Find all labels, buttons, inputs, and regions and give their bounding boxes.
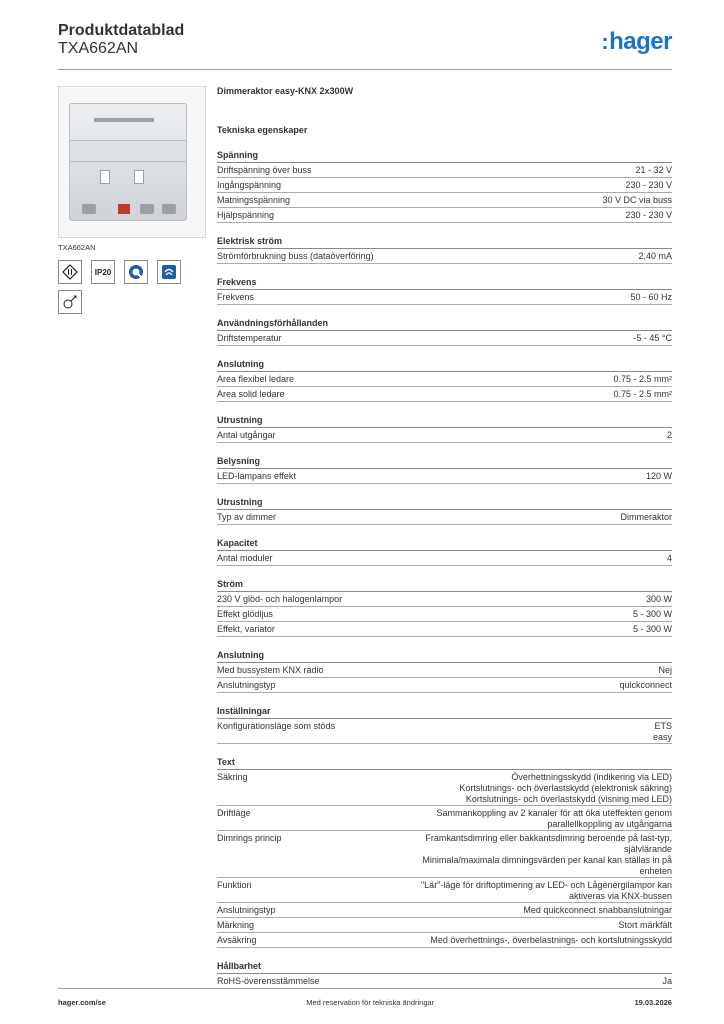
- spec-value: Dimmeraktor: [620, 512, 672, 522]
- spec-row: [217, 918, 672, 933]
- spec-key: Driftspänning över buss: [217, 165, 312, 175]
- spec-group-title: Användningsförhållanden: [217, 317, 672, 331]
- logo-text: hager: [609, 28, 672, 55]
- spec-group: [217, 705, 672, 744]
- spec-value: Överhettningsskydd (indikering via LED) Kortslutnings- och överlastskydd (elektronisk säkring) Kortslutnings- och överlastskydd (visning med LED): [459, 772, 672, 804]
- spec-row: [217, 592, 672, 607]
- spec-key: 230 V glöd- och halogenlampor: [217, 594, 343, 604]
- spec-group-title: Spänning: [217, 149, 672, 163]
- spec-group-title: Utrustning: [217, 414, 672, 428]
- spec-group: [217, 414, 672, 443]
- spec-row: [217, 770, 672, 806]
- spec-key: Effekt glödljus: [217, 609, 273, 619]
- spec-group: [217, 276, 672, 305]
- footer-url[interactable]: hager.com/se: [58, 998, 106, 1007]
- spec-key: Frekvens: [217, 292, 255, 302]
- spec-groups: [217, 149, 672, 989]
- spec-value: -5 - 45 °C: [633, 333, 672, 343]
- product-image: [58, 86, 206, 238]
- spec-row: [217, 622, 672, 637]
- spec-key: Strömförbrukning buss (dataöverföring): [217, 251, 374, 261]
- spec-key: Antal moduler: [217, 553, 273, 563]
- spec-group: [217, 578, 672, 637]
- spec-value: quickconnect: [619, 680, 672, 690]
- spec-group-title: Anslutning: [217, 358, 672, 372]
- spec-group-title: Anslutning: [217, 649, 672, 663]
- spec-key: Säkring: [217, 772, 248, 782]
- spec-group-title: Utrustning: [217, 496, 672, 510]
- spec-key: Med bussystem KNX radio: [217, 665, 324, 675]
- spec-value: 4: [666, 553, 672, 563]
- spec-content: [217, 86, 672, 1001]
- spec-group-title: Inställningar: [217, 705, 672, 719]
- insulation-class-icon: [58, 260, 82, 284]
- spec-group: [217, 149, 672, 223]
- spec-row: [217, 903, 672, 918]
- spec-value: 5 - 300 W: [632, 624, 672, 634]
- spec-row: [217, 806, 672, 831]
- spec-group: [217, 537, 672, 566]
- spec-key: Area flexibel ledare: [217, 374, 295, 384]
- product-sidebar: [58, 86, 206, 314]
- spec-row: [217, 193, 672, 208]
- spec-group-title: Frekvens: [217, 276, 672, 290]
- spec-value: 120 W: [645, 471, 672, 481]
- spec-value: Med överhettnings-, överbelastnings- och kortslutningsskydd: [430, 935, 672, 945]
- spec-row: [217, 551, 672, 566]
- document-title: Produktdatablad: [58, 22, 185, 39]
- spec-group: [217, 496, 672, 525]
- spec-group: [217, 235, 672, 264]
- spec-row: [217, 719, 672, 744]
- spec-row: [217, 428, 672, 443]
- spec-group: [217, 756, 672, 948]
- spec-group-title: Kapacitet: [217, 537, 672, 551]
- spec-group-title: Belysning: [217, 455, 672, 469]
- spec-value: 21 - 32 V: [635, 165, 672, 175]
- spec-value: Framkantsdimring eller bakkantsdimring beroende på last-typ, självlärande Minimala/maximala dimningsvärden per kanal kan ställas in på enheten: [422, 833, 672, 876]
- spec-value: 2: [666, 430, 672, 440]
- spec-key: Typ av dimmer: [217, 512, 277, 522]
- spec-row: [217, 290, 672, 305]
- spec-value: Sammankoppling av 2 kanaler för att öka uteffekten genom parallellkoppling av utgångarna: [436, 808, 672, 829]
- page-header: [58, 22, 672, 70]
- spec-row: [217, 974, 672, 989]
- spec-group-title: Text: [217, 756, 672, 770]
- spec-key: Matningsspänning: [217, 195, 291, 205]
- certification-icons: [58, 260, 206, 284]
- spec-value: 50 - 60 Hz: [630, 292, 672, 302]
- article-number: TXA662AN: [58, 40, 139, 57]
- spec-group-title: Ström: [217, 578, 672, 592]
- spec-key: Hjälpspänning: [217, 210, 275, 220]
- spec-key: LED-lampans effekt: [217, 471, 296, 481]
- spec-key: Avsäkring: [217, 935, 257, 945]
- spec-key: Effekt, variator: [217, 624, 275, 634]
- spec-value: 30 V DC via buss: [602, 195, 672, 205]
- spec-row: [217, 678, 672, 693]
- spec-value: ETS easy: [652, 721, 672, 742]
- spec-row: [217, 208, 672, 223]
- spec-group: [217, 960, 672, 989]
- spec-group-title: Elektrisk ström: [217, 235, 672, 249]
- product-name: Dimmeraktor easy-KNX 2x300W: [217, 86, 354, 96]
- image-caption: TXA662AN: [58, 243, 96, 252]
- spec-value: Ja: [662, 976, 672, 986]
- spec-key: Driftläge: [217, 808, 251, 818]
- spec-row: [217, 933, 672, 948]
- spec-value: 0.75 - 2.5 mm²: [613, 389, 672, 399]
- spec-value: Med quickconnect snabbanslutningar: [523, 905, 672, 915]
- quality-mark-icon: [124, 260, 148, 284]
- ip20-icon: IP20: [91, 260, 115, 284]
- spec-key: Märkning: [217, 920, 255, 930]
- spec-row: [217, 831, 672, 878]
- spec-row: [217, 178, 672, 193]
- spec-row: [217, 163, 672, 178]
- spec-value: 230 - 230 V: [625, 180, 672, 190]
- tech-properties-title: Tekniska egenskaper: [217, 125, 308, 135]
- spec-key: Konfigurationsläge som stöds: [217, 721, 336, 731]
- footer-date: 19.03.2026: [634, 998, 672, 1007]
- spec-key: Area solid ledare: [217, 389, 285, 399]
- spec-group: [217, 455, 672, 484]
- spec-row: [217, 510, 672, 525]
- spec-row: [217, 663, 672, 678]
- spec-value: 5 - 300 W: [632, 609, 672, 619]
- spec-key: Anslutningstyp: [217, 905, 276, 915]
- spec-group: [217, 317, 672, 346]
- lamp-icon: [58, 290, 82, 314]
- spec-key: Funktion: [217, 880, 252, 890]
- spec-value: Nej: [658, 665, 672, 675]
- spec-key: Dimrings princip: [217, 833, 282, 843]
- spec-value: 0.75 - 2.5 mm²: [613, 374, 672, 384]
- spec-value: 300 W: [645, 594, 672, 604]
- spec-key: Driftstemperatur: [217, 333, 282, 343]
- spec-group: [217, 358, 672, 402]
- knx-icon: [157, 260, 181, 284]
- spec-row: [217, 372, 672, 387]
- spec-key: Ingångspänning: [217, 180, 282, 190]
- spec-key: Anslutningstyp: [217, 680, 276, 690]
- spec-key: Antal utgångar: [217, 430, 276, 440]
- spec-value: Stort märkfält: [618, 920, 672, 930]
- spec-value: 2,40 mA: [638, 251, 672, 261]
- spec-row: [217, 607, 672, 622]
- spec-row: [217, 469, 672, 484]
- footer-disclaimer: Med reservation för tekniska ändringar: [306, 998, 435, 1007]
- page-footer: [58, 988, 672, 1007]
- spec-row: [217, 878, 672, 903]
- hager-logo[interactable]: :hager: [601, 28, 672, 55]
- spec-row: [217, 331, 672, 346]
- spec-key: RoHS-överensstämmelse: [217, 976, 320, 986]
- spec-row: [217, 249, 672, 264]
- spec-value: "Lär"-läge för driftoptimering av LED- och Lågenergilampor kan aktiveras via KNX-bussen: [420, 880, 672, 901]
- spec-group-title: Hållbarhet: [217, 960, 672, 974]
- spec-group: [217, 649, 672, 693]
- spec-value: 230 - 230 V: [625, 210, 672, 220]
- spec-row: [217, 387, 672, 402]
